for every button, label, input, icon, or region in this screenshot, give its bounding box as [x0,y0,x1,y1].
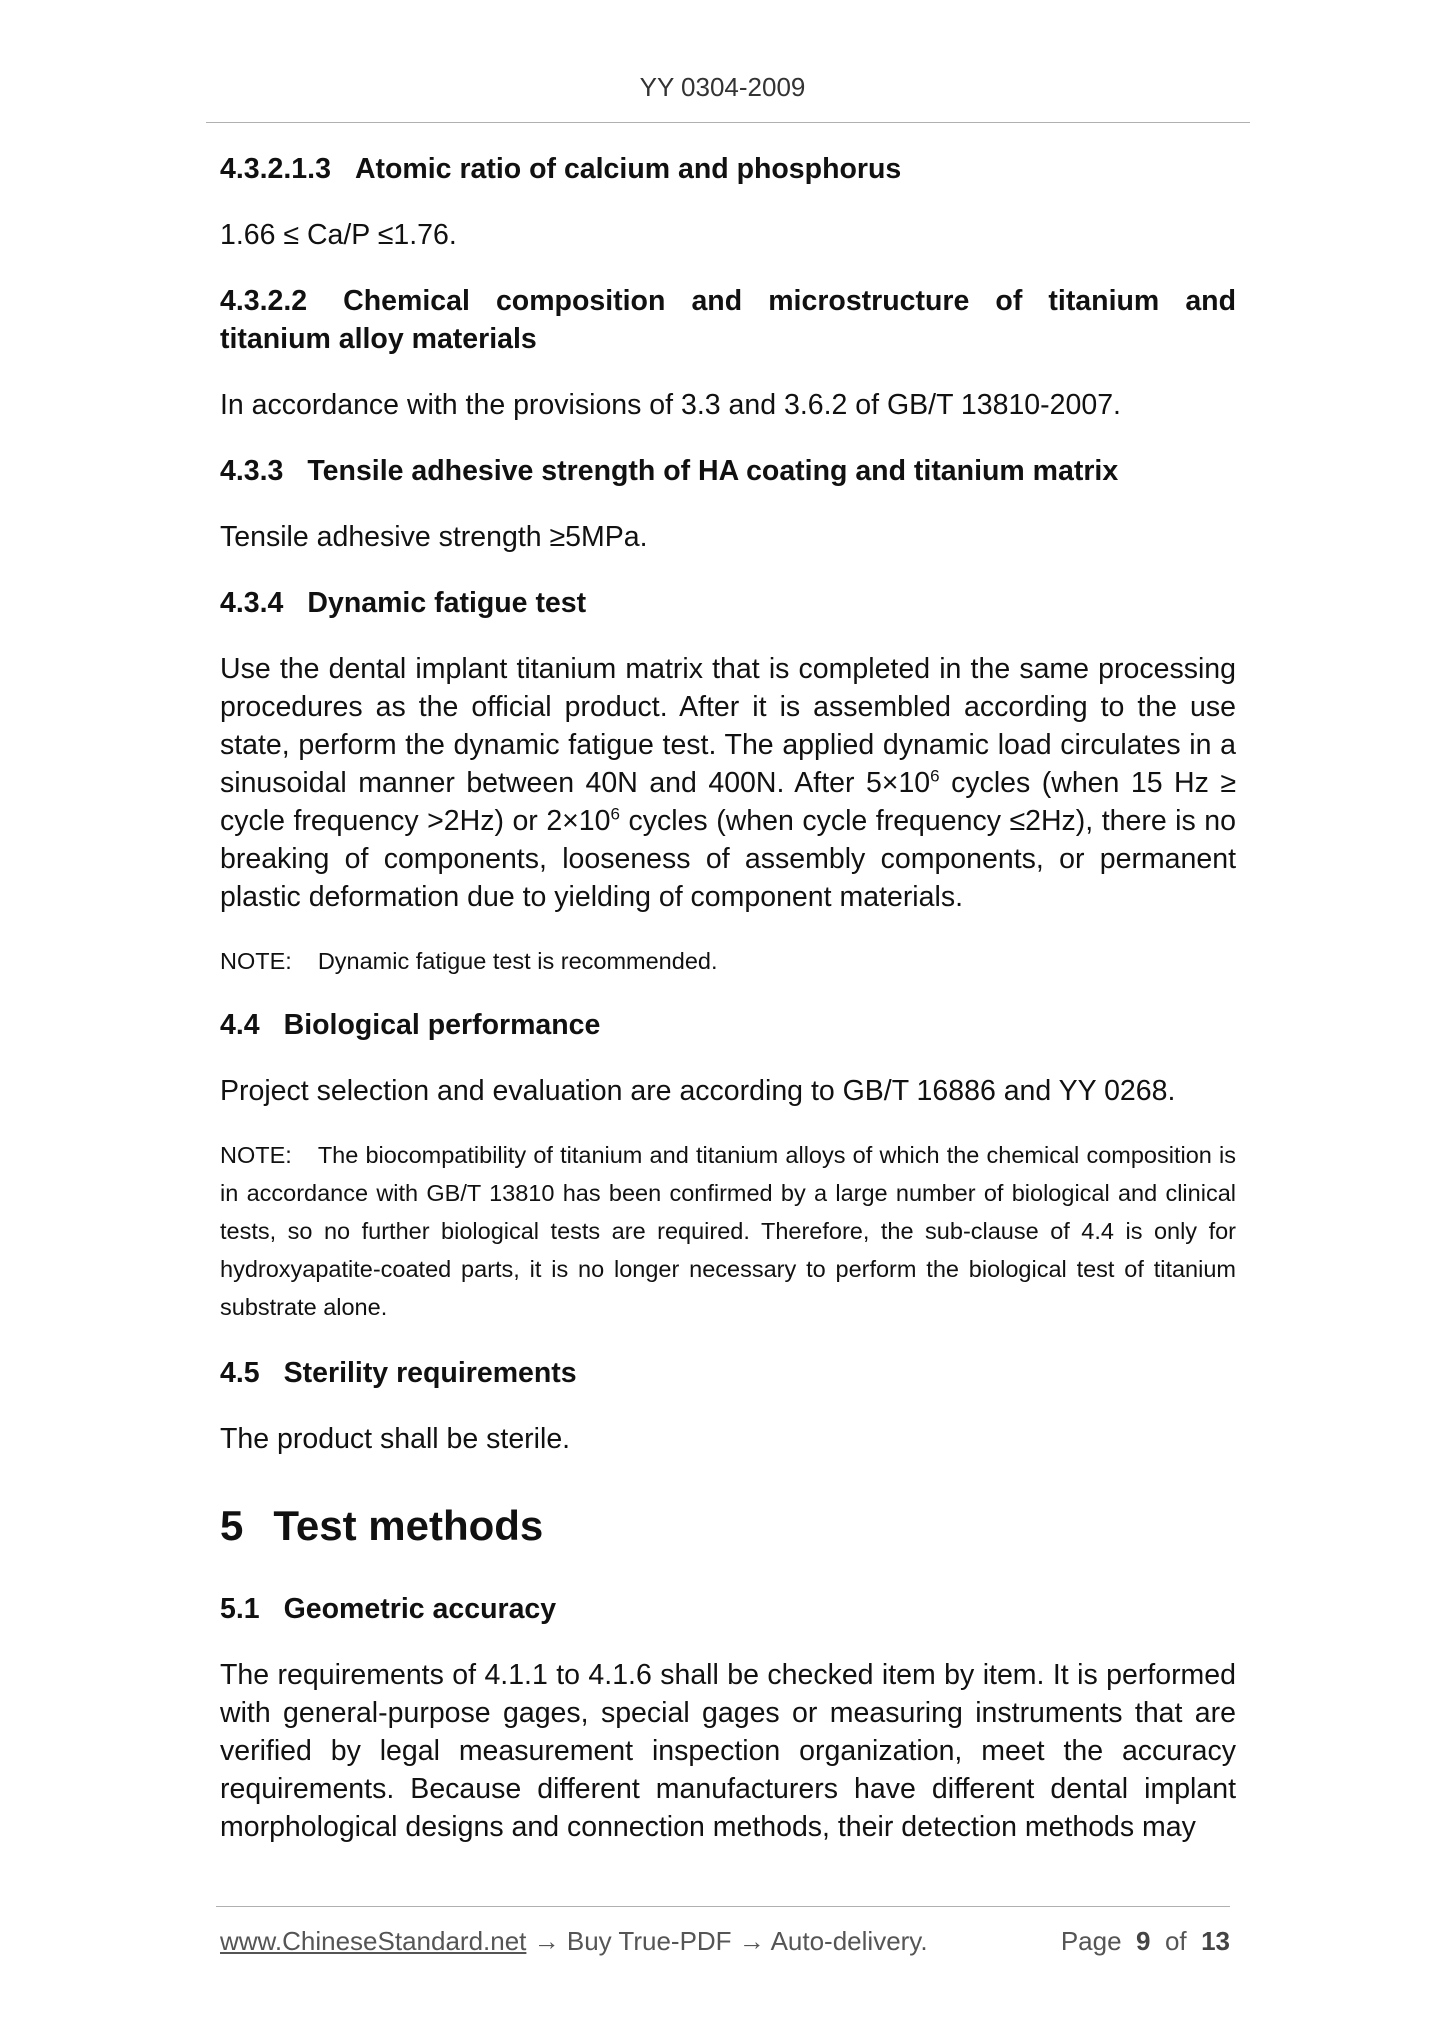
section-title: Geometric accuracy [283,1593,557,1625]
footer-tagline: → Buy True-PDF → Auto-delivery. [526,1926,928,1956]
heading-4-3-3 [220,452,1236,490]
paragraph-sterility: The product shall be sterile. [220,1423,571,1455]
section-title: Tensile adhesive strength of HA coating and titanium matrix [307,455,1119,487]
page-number: Page 9 of 13 [1060,1926,1230,1956]
note-label: NOTE: [220,1142,292,1168]
section-number: 4.3.3 [220,455,284,487]
section-number: 5 [220,1502,244,1549]
paragraph-chemical-composition: In accordance with the provisions of 3.3 and 3.6.2 of GB/T 13810-2007. [220,389,1121,421]
section-number: 4.3.4 [220,587,284,619]
page-content [220,150,1236,1846]
section-title: Test methods [273,1502,544,1549]
note-biocompatibility [220,1136,1236,1326]
page-footer [220,1924,1230,1958]
heading-4-5 [220,1354,1236,1392]
heading-4-3-4 [220,584,1236,622]
section-number: 4.5 [220,1357,260,1389]
footer-divider [216,1906,1230,1907]
section-title: Biological performance [283,1009,601,1041]
heading-5 [220,1500,1236,1552]
section-title: Atomic ratio of calcium and phosphorus [354,153,902,185]
paragraph-geometric-accuracy: The requirements of 4.1.1 to 4.1.6 shall be checked item by item. It is performed with general-purpose gages, special gages or measuring instruments that are verified by legal measurement inspection organization, meet the accuracy requirements. Because different manufacturers have different dental implant morphological designs and connection methods, their detection methods may [220,1659,1236,1843]
section-title: Dynamic fatigue test [307,587,587,619]
heading-4-3-2-2 [220,282,1236,358]
website-link[interactable]: www.ChineseStandard.net [220,1926,527,1956]
running-header: YY 0304-2009 [639,72,806,102]
heading-4-4 [220,1006,1236,1044]
paragraph-tensile-strength: Tensile adhesive strength ≥5MPa. [220,521,648,553]
paragraph-ca-p-ratio: 1.66 ≤ Ca/P ≤1.76. [220,219,457,251]
section-number: 4.4 [220,1009,260,1041]
section-number: 4.3.2.1.3 [220,153,331,185]
header-divider [206,122,1250,123]
section-number: 4.3.2.2 [220,285,308,317]
note-dynamic-fatigue [220,942,1236,980]
total-pages: 13 [1201,1926,1230,1956]
note-text: The biocompatibility of titanium and titanium alloys of which the chemical composition is in accordance with GB/T 13810 has been confirmed by a large number of biological and clinical tests, so no further biological tests are required. Therefore, the sub-clause of 4.4 is only for hydroxyapatite-coated parts, it is no longer necessary to perform the biological test of titanium substrate alone. [220,1142,1236,1320]
section-number: 5.1 [220,1593,260,1625]
note-label: NOTE: [220,948,292,974]
heading-5-1 [220,1590,1236,1628]
heading-4-3-2-1-3 [220,150,1236,188]
current-page: 9 [1136,1926,1151,1956]
paragraph-biological-performance: Project selection and evaluation are according to GB/T 16886 and YY 0268. [220,1075,1176,1107]
note-text: Dynamic fatigue test is recommended. [317,948,718,974]
paragraph-dynamic-fatigue: Use the dental implant titanium matrix that is completed in the same processing procedures as the official product. After it is assembled according to the use state, perform the dynamic fatigue test. The applied dynamic load circulates in a sinusoidal manner between 40N and 400N. After $5\times 10^6$ cycles (when 15 Hz ≥ cycle frequency >2Hz) or $2\times 10^6$ cycles (when cycle frequency ≤2Hz), there is no breaking of components, looseness of assembly components, or permanent plastic deformation due to yielding of component materials. [220,653,1236,913]
section-title: Chemical composition and microstructure of titanium and titanium alloy materials [220,285,1236,355]
section-title: Sterility requirements [283,1357,577,1389]
